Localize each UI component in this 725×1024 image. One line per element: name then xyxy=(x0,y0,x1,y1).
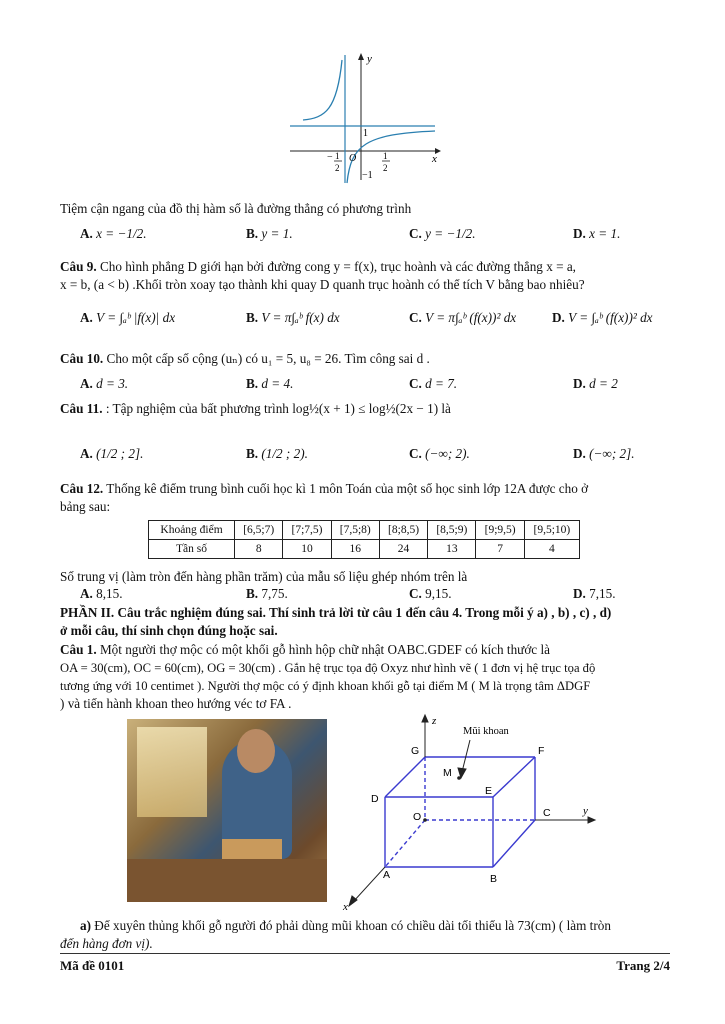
q11-option-c[interactable]: C. (−∞; 2). xyxy=(409,446,470,461)
table-header-cell: Khoảng điểm xyxy=(149,521,235,540)
qa-line1: a) Để xuyên thủng khối gỗ người đó phải dùng mũi khoan có chiều dài tối thiểu là 73(cm) ( làm tròn xyxy=(80,918,611,933)
q12-option-a[interactable]: A. 8,15. xyxy=(80,586,123,601)
q12-option-c[interactable]: C. 9,15. xyxy=(409,586,452,601)
carpenter-photo xyxy=(127,719,327,902)
table-cell: 24 xyxy=(379,540,427,559)
svg-text:1: 1 xyxy=(335,151,340,161)
y-label: y xyxy=(367,53,372,65)
table-cell: 13 xyxy=(428,540,476,559)
svg-text:G: G xyxy=(411,745,420,757)
page-number: Trang 2/4 xyxy=(616,958,670,973)
q9-option-b[interactable]: B. V = π∫ₐᵇ f(x) dx xyxy=(246,310,340,325)
x-axis-label: x xyxy=(343,901,348,912)
c1-line3: tương ứng với 10 centimet ). Người thợ mộc có ý định khoan khối gỗ tại điểm M ( M là trọng tâm ΔDGF xyxy=(60,679,591,693)
table-header-cell: Tần số xyxy=(149,540,235,559)
function-graph xyxy=(285,50,445,185)
table-cell: 10 xyxy=(283,540,331,559)
origin-label: O xyxy=(349,153,357,164)
table-cell: [8,5;9) xyxy=(428,521,476,540)
table-cell: [9,5;10) xyxy=(524,521,579,540)
svg-text:E: E xyxy=(485,785,493,797)
q12-option-d[interactable]: D. 7,15. xyxy=(573,586,616,601)
q10-option-c[interactable]: C. d = 7. xyxy=(409,376,458,391)
q8-options xyxy=(0,226,725,248)
q12-line3: Số trung vị (làm tròn đến hàng phần trăm) của mẫu số liệu ghép nhóm trên là xyxy=(60,569,468,584)
left-branch xyxy=(303,60,342,120)
table-row xyxy=(149,521,580,540)
q12-options xyxy=(0,586,725,604)
q8-intro: Tiệm cận ngang của đồ thị hàm số là đường thẳng có phương trình xyxy=(60,201,412,216)
part2-heading: PHẦN II. Câu trắc nghiệm đúng sai. Thí sinh trả lời từ câu 1 đến câu 4. Trong mỗi ý a) , b) , c) , d) xyxy=(60,605,612,620)
svg-text:F: F xyxy=(538,745,545,757)
part2-heading-2: ở mỗi câu, thí sinh chọn đúng hoặc sai. xyxy=(60,623,278,638)
x-label: x xyxy=(432,153,437,165)
q10-line: Câu 10. Cho một cấp số cộng (uₙ) có u₁ = 5, u₈ = 26. Tìm công sai d . xyxy=(60,351,430,366)
q9-option-d[interactable]: D. V = ∫ₐᵇ (f(x))² dx xyxy=(552,310,653,325)
svg-text:O: O xyxy=(413,811,422,823)
table-cell: 4 xyxy=(524,540,579,559)
q10-option-b[interactable]: B. d = 4. xyxy=(246,376,294,391)
right-branch xyxy=(347,131,435,183)
drill-label: Mũi khoan xyxy=(463,726,509,737)
one-label: 1 xyxy=(363,128,368,139)
q11-options xyxy=(0,446,725,468)
table-cell: 8 xyxy=(235,540,283,559)
neg-one-label: −1 xyxy=(362,170,373,181)
y-axis-label: y xyxy=(583,805,588,817)
q11-line: Câu 11. : Tập nghiệm của bất phương trình log½(x + 1) ≤ log½(2x − 1) là xyxy=(60,401,451,416)
svg-text:D: D xyxy=(371,793,379,805)
svg-text:C: C xyxy=(543,807,551,819)
svg-text:B: B xyxy=(490,873,498,885)
q8-option-c[interactable]: C. y = −1/2. xyxy=(409,226,476,241)
q12-option-b[interactable]: B. 7,75. xyxy=(246,586,288,601)
q10-option-d[interactable]: D. d = 2 xyxy=(573,376,618,391)
box-diagram xyxy=(335,712,605,912)
q9-line2: x = b, (a < b) .Khối tròn xoay tạo thành khi quay D quanh trục hoành có thể tích V bằng bao nhiêu? xyxy=(60,277,585,292)
table-cell: [6,5;7) xyxy=(235,521,283,540)
q9-line1: Câu 9. Cho hình phẳng D giới hạn bởi đường cong y = f(x), trục hoành và các đường thẳng x = a, xyxy=(60,259,576,274)
svg-text:M: M xyxy=(443,767,452,779)
q8-option-b[interactable]: B. y = 1. xyxy=(246,226,293,241)
q8-option-a[interactable]: A. x = −1/2. xyxy=(80,226,147,241)
frequency-table xyxy=(148,520,580,559)
table-cell: 16 xyxy=(331,540,379,559)
c1-line1: Câu 1. Một người thợ mộc có một khối gỗ hình hộp chữ nhật OABC.GDEF có kích thước là xyxy=(60,642,550,657)
q8-option-d[interactable]: D. x = 1. xyxy=(573,226,621,241)
q9-option-c[interactable]: C. V = π∫ₐᵇ (f(x))² dx xyxy=(409,310,517,325)
q11-option-d[interactable]: D. (−∞; 2]. xyxy=(573,446,635,461)
q11-option-b[interactable]: B. (1/2 ; 2). xyxy=(246,446,308,461)
c1-line2: OA = 30(cm), OC = 60(cm), OG = 30(cm) . Gắn hệ trục tọa độ Oxyz như hình vẽ ( 1 đơn vị hệ trục tọa độ xyxy=(60,661,596,675)
svg-text:A: A xyxy=(383,869,391,881)
svg-text:2: 2 xyxy=(335,163,340,173)
q10-options xyxy=(0,376,725,396)
q9-options xyxy=(0,310,725,332)
table-cell: [7,5;8) xyxy=(331,521,379,540)
svg-text:2: 2 xyxy=(383,163,388,173)
svg-text:1: 1 xyxy=(383,151,388,161)
table-cell: 7 xyxy=(476,540,524,559)
z-axis-label: z xyxy=(432,715,437,727)
qa-line2: đến hàng đơn vị). xyxy=(60,936,153,951)
exam-code: Mã đề 0101 xyxy=(60,958,125,973)
page-footer xyxy=(60,953,670,974)
q12-line1: Câu 12. Thống kê điểm trung bình cuối học kì 1 môn Toán của một số học sinh lớp 12A được cho ở xyxy=(60,481,589,496)
q10-option-a[interactable]: A. d = 3. xyxy=(80,376,129,391)
q12-line2: bảng sau: xyxy=(60,499,111,514)
q11-option-a[interactable]: A. (1/2 ; 2]. xyxy=(80,446,144,461)
c1-line4: ) và tiến hành khoan theo hướng véc tơ FA . xyxy=(60,696,292,711)
table-cell: [7;7,5) xyxy=(283,521,331,540)
q9-option-a[interactable]: A. V = ∫ₐᵇ |f(x)| dx xyxy=(80,310,176,325)
table-row xyxy=(149,540,580,559)
svg-text:−: − xyxy=(327,152,333,163)
table-cell: [8;8,5) xyxy=(379,521,427,540)
table-cell: [9;9,5) xyxy=(476,521,524,540)
